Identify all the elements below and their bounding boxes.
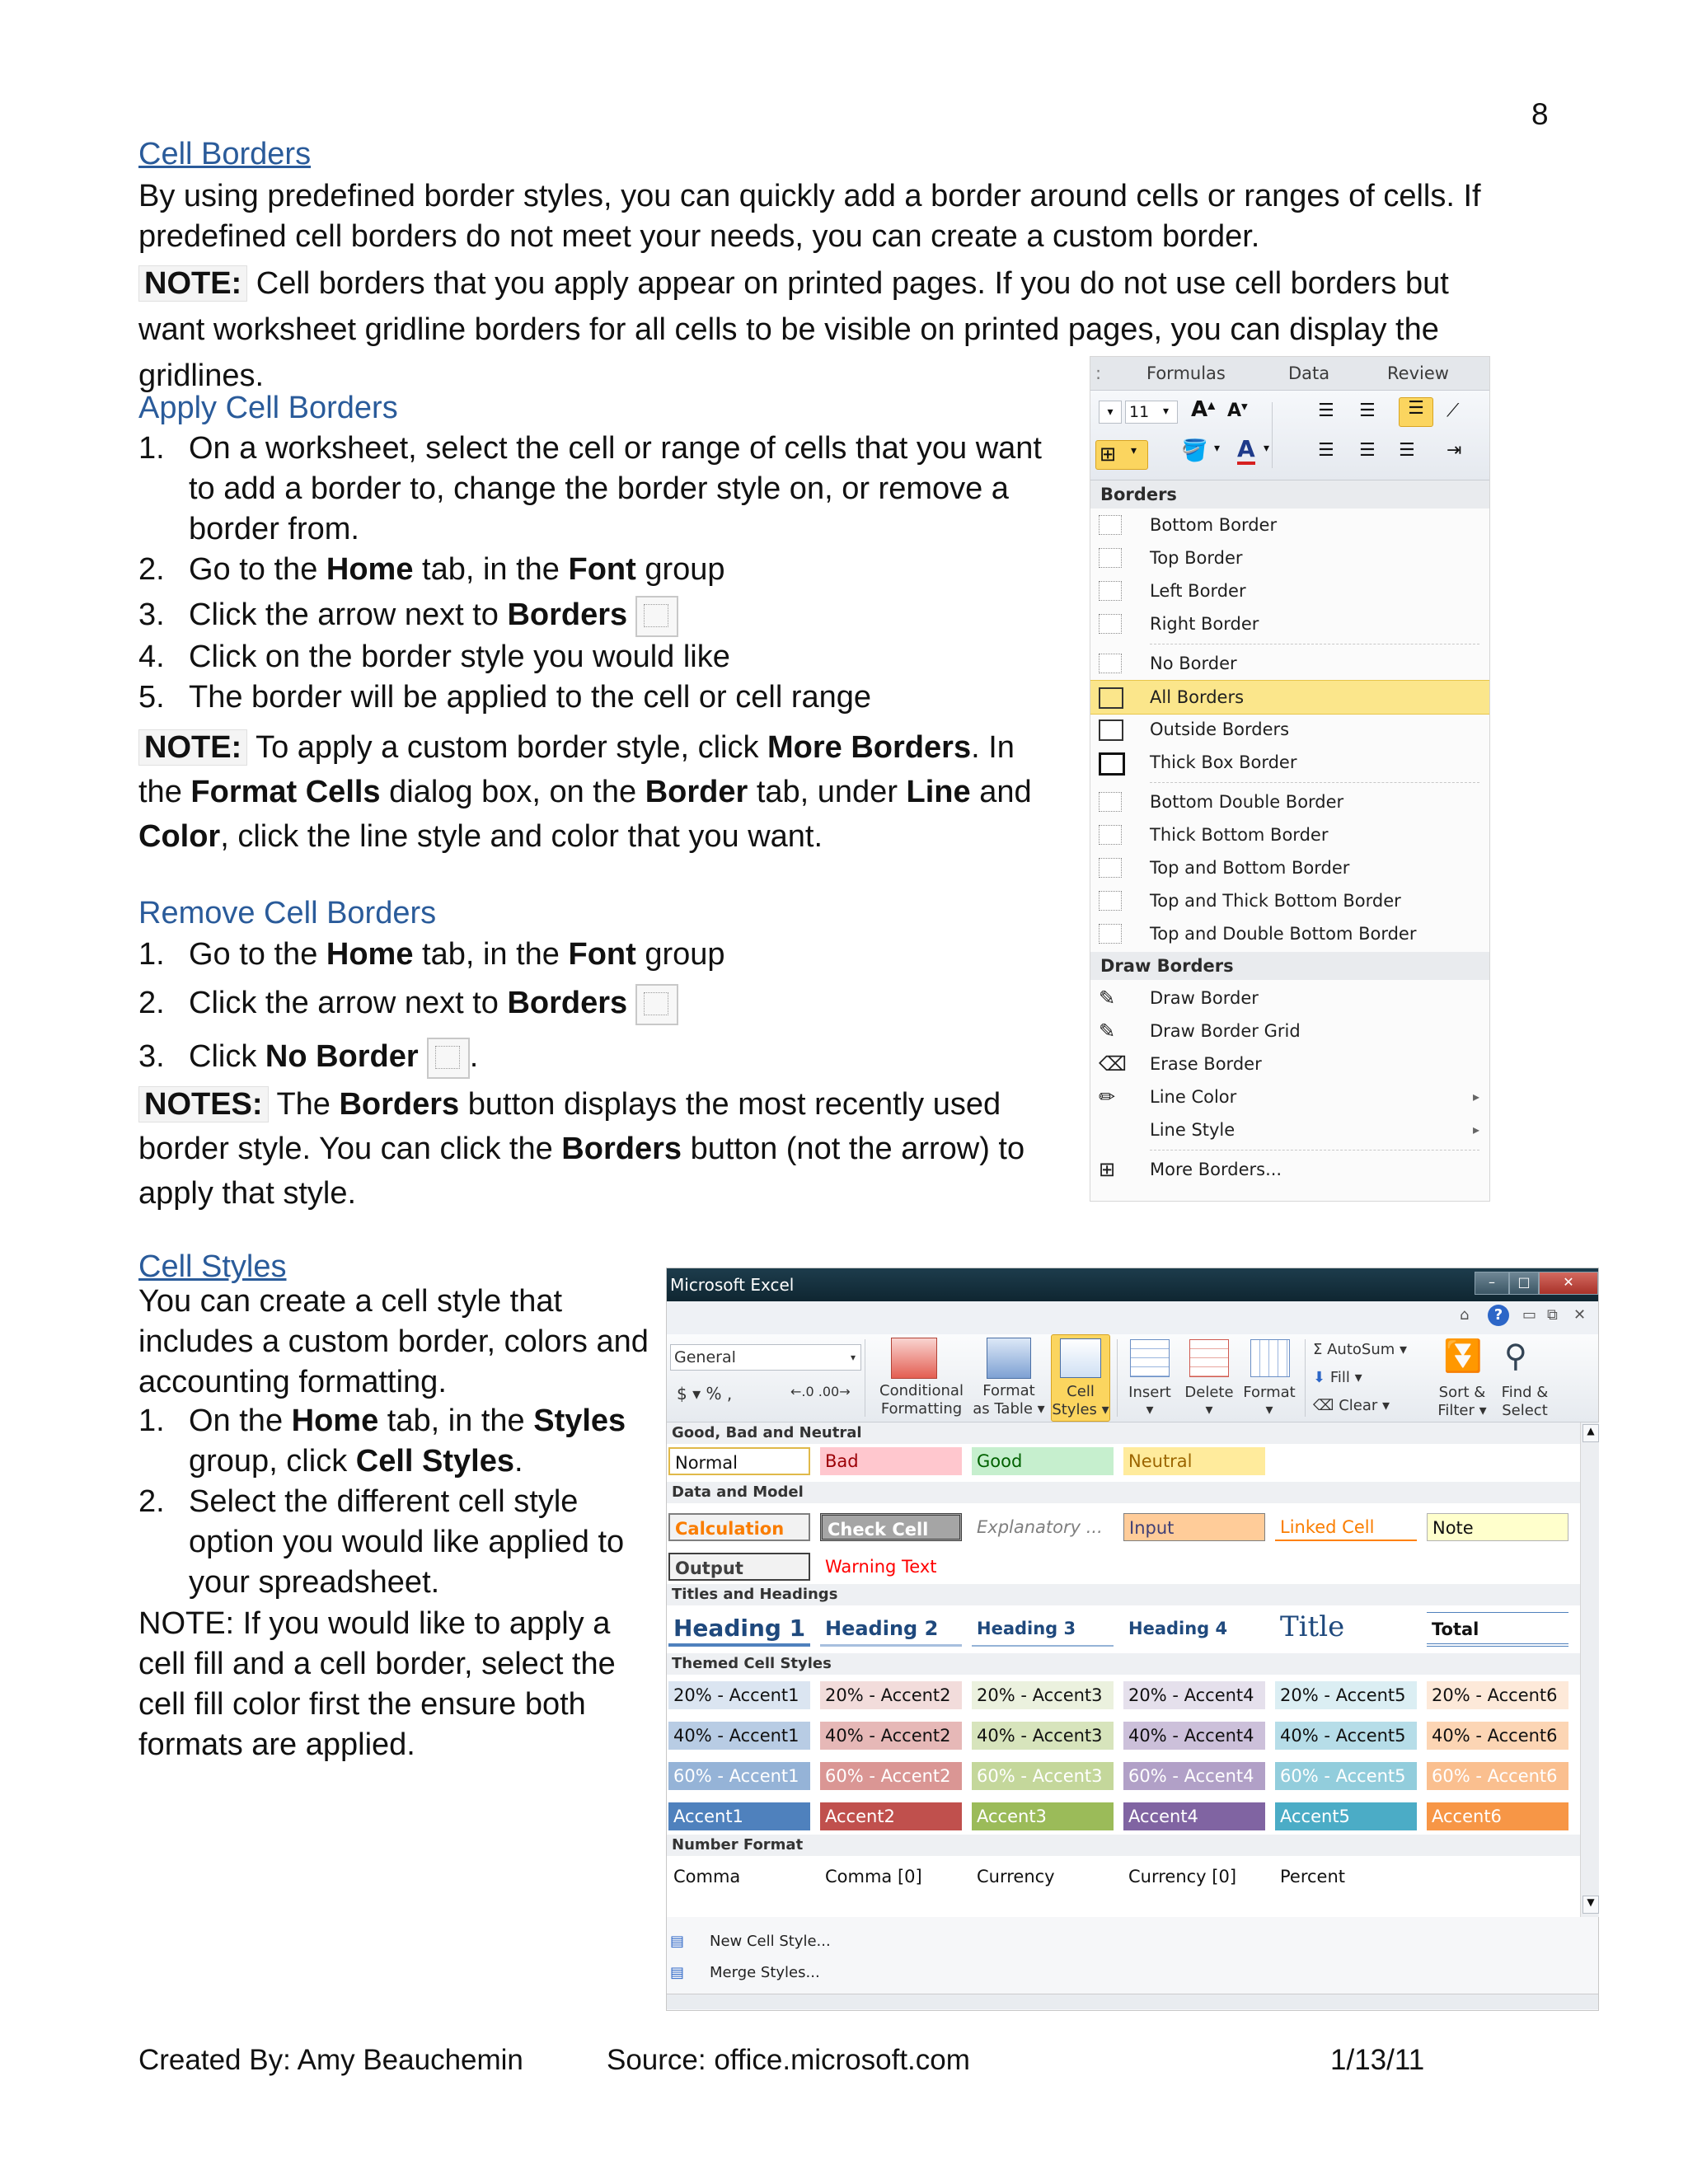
style-20-accent2[interactable]: 20% - Accent2 (820, 1681, 962, 1709)
menu-item-top-bottom-border[interactable]: Top and Bottom Border (1090, 851, 1489, 884)
style-40-accent1[interactable]: 40% - Accent1 (668, 1722, 810, 1750)
note-text: Cell borders that you apply appear on printed pages. If you do not use cell borders but want worksheet gridline borders for all cells to be visible on printed pages, you can display the gridlines. (138, 266, 1449, 393)
menu-item-top-double-bottom-border[interactable]: Top and Double Bottom Border (1090, 917, 1489, 950)
style-neutral[interactable]: Neutral (1123, 1447, 1265, 1475)
list-item: 3. Click the arrow next to Borders (138, 595, 1053, 637)
delete-button[interactable]: Delete ▾ (1184, 1384, 1234, 1418)
style-output[interactable]: Output (668, 1553, 810, 1581)
style-40-accent4[interactable]: 40% - Accent4 (1123, 1722, 1265, 1750)
excel-cell-styles-screenshot (666, 1268, 1599, 2011)
apply-note: NOTE: To apply a custom border style, click More Borders. In the Format Cells dialog box, on the Border tab, under Line and Color, click the line style and color that you want. (138, 730, 1032, 854)
style-accent2[interactable]: Accent2 (820, 1802, 962, 1830)
no-border-icon (1099, 654, 1122, 673)
window-title: Microsoft Excel (670, 1275, 795, 1295)
thick-bottom-border-icon (1099, 825, 1122, 845)
style-linked-cell[interactable]: Linked Cell (1275, 1513, 1417, 1541)
fill-color-icon[interactable]: 🪣 (1181, 438, 1208, 463)
draw-borders-section-header: Draw Borders (1090, 952, 1489, 980)
ribbon-help-row (667, 1301, 1598, 1334)
page-number: 8 (1531, 97, 1549, 131)
menu-item-top-thick-bottom-border[interactable]: Top and Thick Bottom Border (1090, 884, 1489, 917)
menu-item-thick-bottom-border[interactable]: Thick Bottom Border (1090, 818, 1489, 851)
list-item: 4. Click on the border style you would like (138, 639, 730, 674)
chevron-down-icon: ▾ (1264, 442, 1270, 455)
chevron-down-icon: ▾ (850, 1352, 856, 1363)
no-border-icon (427, 1038, 470, 1079)
style-heading-4[interactable]: Heading 4 (1128, 1619, 1228, 1638)
insert-button[interactable]: Insert ▾ (1128, 1384, 1171, 1418)
note-label: NOTE: (138, 265, 247, 302)
number-format-select[interactable]: General ▾ (670, 1344, 861, 1371)
window-titlebar (667, 1268, 1598, 1301)
cell-styles-intro: You can create a cell style that includes a custom border, colors and accounting formatting. (138, 1284, 649, 1399)
style-comma[interactable]: Comma (673, 1867, 741, 1886)
group-header: Number Format (667, 1835, 1580, 1856)
thick-box-border-icon (1099, 752, 1125, 776)
collapse-ribbon-icon[interactable]: ⌂ (1460, 1306, 1470, 1324)
tab-formulas[interactable]: Formulas (1146, 363, 1226, 383)
conditional-formatting-button[interactable]: Conditional Formatting (879, 1382, 964, 1418)
style-20-accent5[interactable]: 20% - Accent5 (1275, 1681, 1417, 1709)
ribbon-tabs: : Formulas Data Review (1090, 357, 1489, 391)
chevron-right-icon: ▸ (1472, 1089, 1479, 1104)
resize-bar[interactable] (667, 1994, 1598, 2009)
top-border-icon (1099, 548, 1122, 568)
list-item: 2. Click the arrow next to Borders (138, 983, 1053, 1025)
top-double-bottom-border-icon (1099, 924, 1122, 944)
new-cell-style-item[interactable]: ▤ New Cell Style... (667, 1926, 1598, 1957)
sort-filter-button[interactable]: Sort & Filter ▾ (1437, 1384, 1487, 1419)
align-top-icon[interactable]: ☰ (1318, 401, 1334, 421)
font-group (1090, 391, 1489, 480)
chevron-down-icon: ▾ (1163, 405, 1170, 418)
style-normal[interactable]: Normal (668, 1447, 810, 1475)
style-note[interactable]: Note (1427, 1513, 1568, 1541)
minimize-icon[interactable]: ▭ (1522, 1306, 1537, 1324)
style-warning-text[interactable]: Warning Text (825, 1557, 937, 1577)
remove-borders-heading: Remove Cell Borders (138, 896, 437, 930)
borders-menu-screenshot (1090, 356, 1490, 1202)
borders-button[interactable] (1095, 440, 1148, 470)
style-check-cell[interactable]: Check Cell (820, 1513, 962, 1541)
eraser-icon: ⌫ (1313, 1397, 1334, 1414)
bottom-border-icon (1099, 515, 1122, 535)
gallery-scrollbar[interactable] (1580, 1422, 1599, 1917)
style-60-accent4[interactable]: 60% - Accent4 (1123, 1762, 1265, 1790)
style-good[interactable]: Good (972, 1447, 1114, 1475)
cell-borders-intro: By using predefined border styles, you can quickly add a border around cells or ranges of cells. If predefined cell borders do not meet your needs, you can create a custom border. (138, 179, 1481, 254)
apply-steps (138, 429, 1053, 718)
style-accent5[interactable]: Accent5 (1275, 1802, 1417, 1830)
cell-styles-button[interactable]: Cell Styles ▾ (1051, 1334, 1110, 1422)
group-header: Good, Bad and Neutral (667, 1422, 1580, 1444)
style-60-accent3[interactable]: 60% - Accent3 (972, 1762, 1114, 1790)
cell-borders-heading[interactable]: Cell Borders (138, 137, 312, 171)
list-item: 1. Go to the Home tab, in the Font group (138, 937, 725, 972)
help-icon[interactable]: ? (1488, 1305, 1509, 1326)
align-bottom-icon[interactable]: ☰ (1399, 397, 1433, 427)
style-calculation[interactable]: Calculation (668, 1513, 810, 1541)
insert-icon[interactable] (1130, 1339, 1170, 1377)
close-icon[interactable]: ✕ (1573, 1306, 1587, 1324)
chevron-down-icon: ▾ (1131, 444, 1137, 457)
style-accent6[interactable]: Accent6 (1427, 1802, 1568, 1830)
style-heading-2[interactable]: Heading 2 (820, 1612, 962, 1647)
remove-steps (138, 935, 1053, 1079)
pencil-grid-icon: ✎ (1099, 1019, 1116, 1043)
outside-borders-icon (1099, 719, 1123, 741)
merge-styles-icon: ▤ (670, 1964, 685, 1981)
list-item: 1. On a worksheet, select the cell or range of cells that you want to add a border to, change the border style on, or remove a border from. (138, 431, 1042, 546)
style-60-accent2[interactable]: 60% - Accent2 (820, 1762, 962, 1790)
align-center-icon[interactable]: ☰ (1359, 440, 1376, 461)
find-select-button[interactable]: Find & Select (1501, 1384, 1549, 1419)
style-20-accent3[interactable]: 20% - Accent3 (972, 1681, 1114, 1709)
style-40-accent3[interactable]: 40% - Accent3 (972, 1722, 1114, 1750)
bottom-double-border-icon (1099, 792, 1122, 812)
style-accent3[interactable]: Accent3 (972, 1802, 1114, 1830)
left-border-icon (1099, 581, 1122, 601)
chevron-down-icon[interactable]: ▾ (1099, 401, 1122, 424)
remove-note: NOTES: The Borders button displays the most recently used border style. You can click the Borders button (not the arrow) to apply that style. (138, 1087, 1025, 1211)
style-40-accent2[interactable]: 40% - Accent2 (820, 1722, 962, 1750)
style-title[interactable]: Title (1280, 1610, 1345, 1643)
menu-item-all-borders[interactable]: All Borders (1090, 680, 1489, 715)
grow-font-icon[interactable]: A▲ (1191, 397, 1216, 422)
group-header: Themed Cell Styles (667, 1653, 1580, 1675)
style-currency-0[interactable]: Currency [0] (1128, 1867, 1237, 1886)
fill-button[interactable]: ⬇ Fill ▾ (1313, 1369, 1362, 1386)
menu-item-line-style[interactable]: Line Style ▸ (1090, 1113, 1489, 1146)
font-color-icon[interactable]: A (1237, 437, 1255, 465)
menu-item-top-border[interactable]: Top Border (1090, 541, 1489, 574)
conditional-formatting-icon[interactable] (891, 1338, 937, 1379)
apply-borders-heading: Apply Cell Borders (138, 391, 398, 425)
top-bottom-border-icon (1099, 858, 1122, 878)
tab-data[interactable]: Data (1288, 363, 1330, 383)
autosum-button[interactable]: Σ AutoSum ▾ (1313, 1341, 1408, 1358)
line-color-icon: ✏ (1099, 1085, 1116, 1108)
chevron-down-icon: ▾ (1214, 442, 1221, 455)
fill-down-icon: ⬇ (1313, 1369, 1326, 1386)
eraser-icon: ⌫ (1099, 1052, 1127, 1076)
cell-styles-note: NOTE: If you would like to apply a cell fill and a cell border, select the cell fill color first the ensure both formats are applied. (138, 1606, 616, 1762)
tab-review[interactable]: Review (1387, 363, 1449, 383)
minimize-icon[interactable]: – (1475, 1272, 1509, 1295)
borders-icon (635, 596, 678, 637)
group-header: Data and Model (667, 1482, 1580, 1503)
style-bad[interactable]: Bad (820, 1447, 962, 1475)
styles-steps (138, 1401, 649, 1603)
style-60-accent6[interactable]: 60% - Accent6 (1427, 1762, 1568, 1790)
more-borders-icon: ⊞ (1099, 1158, 1116, 1181)
style-heading-1[interactable]: Heading 1 (668, 1612, 810, 1647)
style-accent1[interactable]: Accent1 (668, 1802, 810, 1830)
currency-icon[interactable]: $ ▾ % , (677, 1384, 733, 1404)
group-header: Titles and Headings (667, 1584, 1580, 1605)
pencil-icon: ✎ (1099, 987, 1116, 1010)
decimal-icon[interactable]: ←.0 .00→ (790, 1384, 851, 1399)
list-item: 5. The border will be applied to the cell or cell range (138, 679, 872, 715)
footer-date: 1/13/11 (1330, 2044, 1425, 2076)
orientation-icon[interactable]: ⟋ (1447, 401, 1460, 421)
ribbon (667, 1334, 1598, 1422)
style-total[interactable]: Total (1427, 1612, 1568, 1647)
merge-styles-item[interactable]: ▤ Merge Styles... (667, 1957, 1598, 1989)
shrink-font-icon[interactable]: A▼ (1227, 401, 1248, 421)
style-20-accent6[interactable]: 20% - Accent6 (1427, 1681, 1568, 1709)
list-item: 2. Go to the Home tab, in the Font group (138, 552, 725, 587)
style-accent4[interactable]: Accent4 (1123, 1802, 1265, 1830)
style-input[interactable]: Input (1123, 1513, 1265, 1541)
menu-item-no-border[interactable]: No Border (1090, 647, 1489, 680)
align-right-icon[interactable]: ☰ (1399, 440, 1415, 461)
menu-item-left-border[interactable]: Left Border (1090, 574, 1489, 607)
indent-icon[interactable]: ⇥ (1447, 440, 1462, 461)
sort-filter-icon[interactable]: ⏬ (1443, 1338, 1483, 1374)
close-icon[interactable]: ✕ (1539, 1272, 1598, 1295)
cell-styles-heading[interactable]: Cell Styles (138, 1249, 287, 1284)
format-as-table-button[interactable]: Format as Table ▾ (973, 1382, 1045, 1418)
all-borders-icon (1099, 687, 1123, 709)
menu-item-draw-border-grid[interactable]: ✎ Draw Border Grid (1090, 1015, 1489, 1047)
style-40-accent6[interactable]: 40% - Accent6 (1427, 1722, 1568, 1750)
scroll-down-icon[interactable]: ▼ (1582, 1896, 1599, 1914)
chevron-right-icon: ▸ (1472, 1122, 1479, 1137)
menu-item-bottom-double-border[interactable]: Bottom Double Border (1090, 785, 1489, 818)
list-item: 1. On the Home tab, in the Styles group, click Cell Styles. (138, 1404, 626, 1479)
all-borders-icon: ⊞ (1100, 443, 1117, 466)
list-item: 2. Select the different cell style option you would like applied to your spreadsheet. (138, 1484, 625, 1600)
top-thick-bottom-border-icon (1099, 891, 1122, 911)
sigma-icon: Σ (1313, 1341, 1323, 1358)
menu-item-draw-border[interactable]: ✎ Draw Border (1090, 982, 1489, 1015)
footer-source: Source: office.microsoft.com (607, 2044, 970, 2076)
style-comma-0[interactable]: Comma [0] (825, 1867, 922, 1886)
format-as-table-icon[interactable] (987, 1338, 1031, 1379)
style-percent[interactable]: Percent (1280, 1867, 1346, 1886)
cell-styles-icon (1060, 1338, 1101, 1378)
style-currency[interactable]: Currency (977, 1867, 1055, 1886)
menu-item-outside-borders[interactable]: Outside Borders (1090, 713, 1489, 746)
scroll-up-icon[interactable]: ▲ (1582, 1424, 1599, 1442)
menu-item-right-border[interactable]: Right Border (1090, 607, 1489, 640)
menu-item-line-color[interactable]: ✏ Line Color ▸ (1090, 1080, 1489, 1113)
footer-author: Created By: Amy Beauchemin (138, 2044, 523, 2076)
right-border-icon (1099, 614, 1122, 634)
borders-section-header: Borders (1090, 480, 1489, 509)
style-60-accent1[interactable]: 60% - Accent1 (668, 1762, 810, 1790)
cell-styles-gallery (667, 1422, 1580, 1917)
clear-button[interactable]: ⌫ Clear ▾ (1313, 1397, 1390, 1414)
menu-item-thick-box-border[interactable]: Thick Box Border (1090, 746, 1489, 779)
align-left-icon[interactable]: ☰ (1318, 440, 1334, 461)
menu-item-erase-border[interactable]: ⌫ Erase Border (1090, 1047, 1489, 1080)
style-60-accent5[interactable]: 60% - Accent5 (1275, 1762, 1417, 1790)
binoculars-icon[interactable]: ⚲ (1504, 1338, 1527, 1374)
align-middle-icon[interactable]: ☰ (1359, 401, 1376, 421)
menu-item-bottom-border[interactable]: Bottom Border (1090, 509, 1489, 541)
style-40-accent5[interactable]: 40% - Accent5 (1275, 1722, 1417, 1750)
delete-icon[interactable] (1189, 1339, 1229, 1377)
style-heading-3[interactable]: Heading 3 (972, 1612, 1114, 1647)
new-style-icon: ▤ (670, 1933, 685, 1950)
borders-icon (635, 984, 678, 1025)
style-20-accent1[interactable]: 20% - Accent1 (668, 1681, 810, 1709)
format-icon[interactable] (1250, 1339, 1290, 1377)
menu-item-more-borders[interactable]: ⊞ More Borders... (1090, 1153, 1489, 1186)
font-size-select[interactable]: 11 (1125, 401, 1178, 424)
style-20-accent4[interactable]: 20% - Accent4 (1123, 1681, 1265, 1709)
maximize-icon[interactable]: □ (1509, 1272, 1539, 1295)
list-item: 3. Click No Border . (138, 1037, 1053, 1079)
format-button[interactable]: Format ▾ (1243, 1384, 1296, 1418)
style-explanatory[interactable]: Explanatory ... (977, 1517, 1103, 1537)
restore-icon[interactable]: ⧉ (1547, 1306, 1558, 1324)
